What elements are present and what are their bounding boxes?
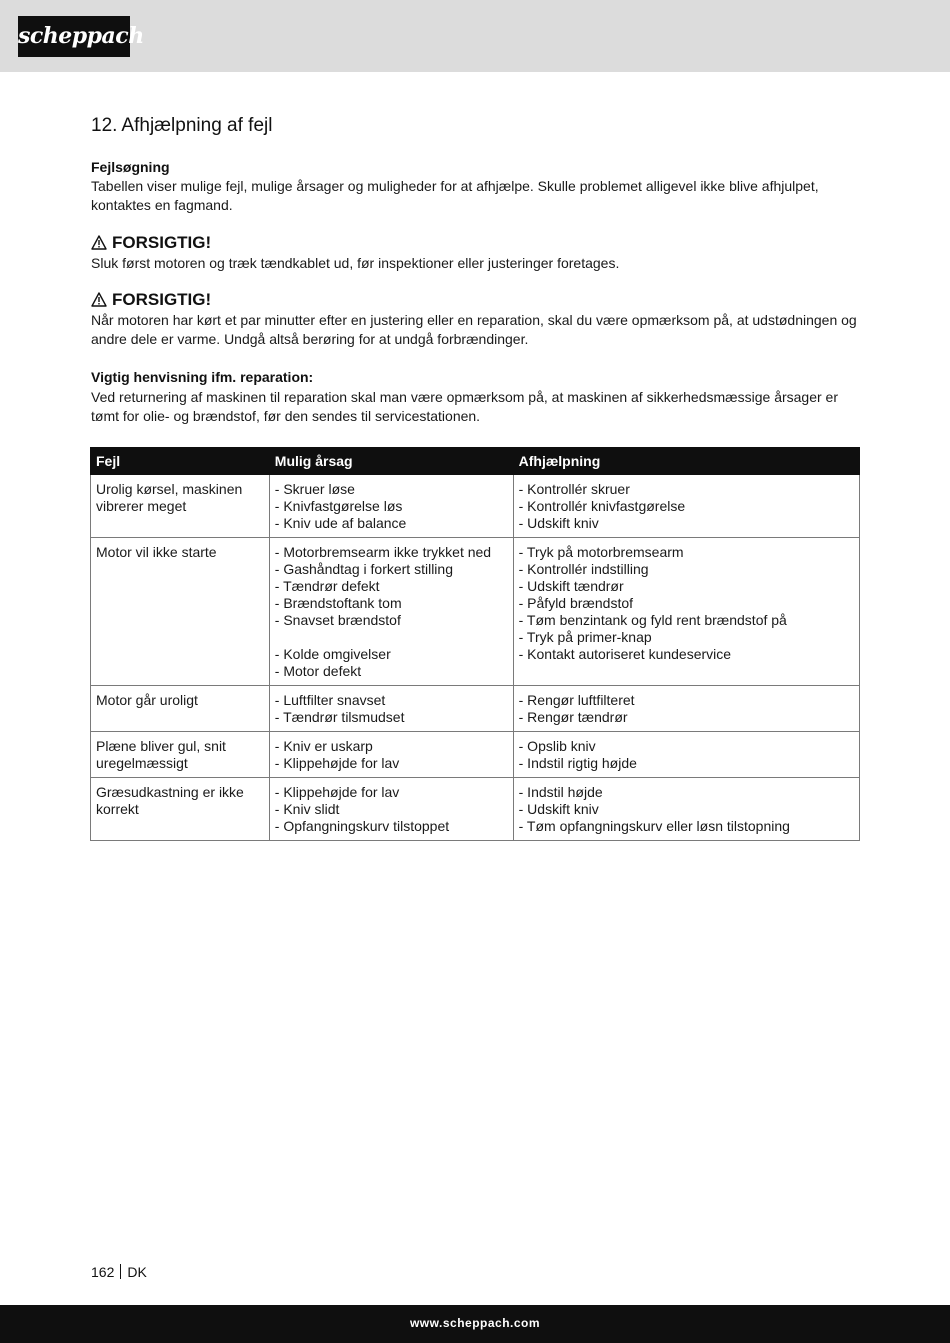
cell-line: - Rengør luftfilteret xyxy=(518,692,635,708)
cell-line: - Udskift tændrør xyxy=(518,578,624,594)
remedy-cell xyxy=(513,475,859,538)
cell-line: - Udskift kniv xyxy=(518,515,599,531)
cell-line: - Påfyld brændstof xyxy=(518,595,634,611)
cell-line: - Brændstoftank tom xyxy=(274,595,402,611)
cell-line: Græsudkastning er ikke xyxy=(96,784,244,800)
cause-cell xyxy=(269,475,513,538)
brand-logo-text: scheppach xyxy=(18,23,144,49)
section-title-text: Afhjælpning af fejl xyxy=(121,115,273,136)
caution-text-1: Sluk først motoren og træk tændkablet ud, før inspektioner eller justeringer foretages. xyxy=(91,255,620,271)
cell-line: - Klippehøjde for lav xyxy=(274,784,400,800)
cause-cell xyxy=(269,732,513,778)
cell-line: - Kniv slidt xyxy=(274,801,340,817)
cell-line: vibrerer meget xyxy=(96,498,187,514)
cell-line: - Opslib kniv xyxy=(518,738,596,754)
troubleshooting-text: Tabellen viser mulige fejl, mulige årsager og muligheder for at afhjælpe. Skulle problemet alligevel ikke blive afhjulpet, kontaktes en fagmand. xyxy=(91,178,819,213)
page-number: 162 xyxy=(91,1264,115,1280)
footer-separator xyxy=(120,1264,121,1279)
warning-triangle-icon xyxy=(91,292,107,307)
fault-cell xyxy=(91,778,270,841)
repair-note-heading: Vigtig henvisning ifm. reparation: xyxy=(91,369,314,385)
cell-line: - Tændrør tilsmudset xyxy=(274,709,405,725)
cell-line: - Kniv ude af balance xyxy=(274,515,407,531)
section-title xyxy=(91,115,272,137)
cell-line: - Kontrollér indstilling xyxy=(518,561,649,577)
cell-line: - Motor defekt xyxy=(274,663,362,679)
cell-line: - Kontrollér knivfastgørelse xyxy=(518,498,686,514)
page-footer-label xyxy=(91,1264,147,1280)
fault-cell xyxy=(91,686,270,732)
caution-label-1: FORSIGTIG! xyxy=(112,233,212,252)
cause-cell xyxy=(269,538,513,686)
troubleshooting-heading: Fejlsøgning xyxy=(91,159,170,175)
caution-text-2: Når motoren har kørt et par minutter efter en justering eller en reparation, skal du være opmærksom på, at udstødningen og andre dele er varme. Undgå altså berøring for at undgå forbrændinger. xyxy=(91,312,857,347)
remedy-cell xyxy=(513,686,859,732)
fault-cell xyxy=(91,538,270,686)
repair-note-text: Ved returnering af maskinen til reparation skal man være opmærksom på, at maskinen af sikkerhedsmæssige årsager er tømt for olie- og brændstof, før den sendes til servicestationen. xyxy=(91,389,838,424)
header-cause: Mulig årsag xyxy=(269,448,513,475)
cell-line: - Snavset brændstof xyxy=(274,612,401,628)
cell-line xyxy=(275,629,508,646)
cell-line: - Kontakt autoriseret kundeservice xyxy=(518,646,732,662)
table-row xyxy=(91,475,860,538)
fault-cell xyxy=(91,732,270,778)
caution-heading-2 xyxy=(91,290,211,310)
cell-line: - Tryk på primer-knap xyxy=(518,629,652,645)
cell-line: Plæne bliver gul, snit xyxy=(96,738,226,754)
caution-heading-1 xyxy=(91,233,211,253)
cell-line: - Opfangningskurv tilstoppet xyxy=(274,818,450,834)
cell-line: - Klippehøjde for lav xyxy=(274,755,400,771)
header-fault: Fejl xyxy=(91,448,270,475)
header-remedy: Afhjælpning xyxy=(513,448,859,475)
cell-line: - Tryk på motorbremsearm xyxy=(518,544,684,560)
cell-line: - Indstil rigtig højde xyxy=(518,755,637,771)
cell-line: Urolig kørsel, maskinen xyxy=(96,481,243,497)
table-row xyxy=(91,538,860,686)
caution-label-2: FORSIGTIG! xyxy=(112,290,212,309)
website-url: www.scheppach.com xyxy=(409,1316,541,1330)
cell-line: Motor går uroligt xyxy=(96,692,198,708)
cell-line: - Kolde omgivelser xyxy=(274,646,391,662)
cell-line: - Knivfastgørelse løs xyxy=(274,498,403,514)
cell-line: - Motorbremsearm ikke trykket ned xyxy=(274,544,492,560)
table-row xyxy=(91,732,860,778)
table-body xyxy=(91,475,860,841)
cell-line: - Rengør tændrør xyxy=(518,709,628,725)
cell-line: - Kniv er uskarp xyxy=(274,738,373,754)
cause-cell xyxy=(269,778,513,841)
language-code: DK xyxy=(127,1264,147,1280)
cell-line: - Indstil højde xyxy=(518,784,603,800)
table-header-row xyxy=(91,448,860,475)
troubleshooting-table xyxy=(90,447,860,841)
remedy-cell xyxy=(513,732,859,778)
cell-line: Motor vil ikke starte xyxy=(96,544,217,560)
table-row xyxy=(91,778,860,841)
cell-line: - Kontrollér skruer xyxy=(518,481,630,497)
section-number: 12. xyxy=(91,115,118,136)
cell-line: - Tændrør defekt xyxy=(274,578,380,594)
warning-triangle-icon xyxy=(91,235,107,250)
cell-line: korrekt xyxy=(96,801,139,817)
cell-line: - Gashåndtag i forkert stilling xyxy=(274,561,453,577)
cell-line: - Skruer løse xyxy=(274,481,355,497)
cause-cell xyxy=(269,686,513,732)
cell-line: uregelmæssigt xyxy=(96,755,188,771)
brand-logo xyxy=(18,16,144,57)
remedy-cell xyxy=(513,778,859,841)
cell-line: - Tøm opfangningskurv eller løsn tilstopning xyxy=(518,818,790,834)
table-row xyxy=(91,686,860,732)
remedy-cell xyxy=(513,538,859,686)
cell-line: - Tøm benzintank og fyld rent brændstof på xyxy=(518,612,787,628)
fault-cell xyxy=(91,475,270,538)
cell-line: - Udskift kniv xyxy=(518,801,599,817)
cell-line: - Luftfilter snavset xyxy=(274,692,386,708)
